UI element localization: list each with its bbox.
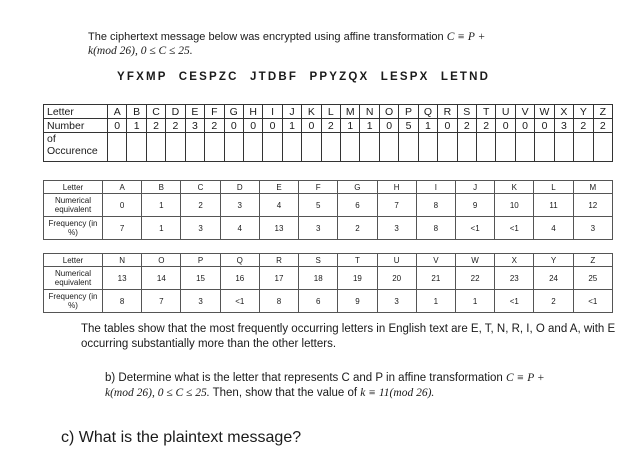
number-cell: 17 [259, 267, 298, 290]
letter-cell: W [455, 254, 494, 267]
blank-cell [418, 133, 437, 162]
number-cell: 0 [103, 194, 142, 217]
frequency-cell: 1 [416, 290, 455, 313]
blank-cell [515, 133, 534, 162]
number-cell: 9 [455, 194, 494, 217]
letter-cell: E [185, 105, 204, 119]
frequency-cell: 6 [299, 290, 338, 313]
question-b-text-2: Then, show that the value of [209, 387, 361, 399]
letter-cell: T [477, 105, 496, 119]
letter-cell: Q [220, 254, 259, 267]
letter-cell: I [416, 181, 455, 194]
blank-cell [477, 133, 496, 162]
blank-cell [146, 133, 165, 162]
frequency-cell: <1 [455, 217, 494, 240]
letter-cell: Y [534, 254, 573, 267]
intro-formula: C ≡ P + [446, 31, 486, 43]
count-cell: 1 [418, 119, 437, 133]
intro-text: The ciphertext message below was encrypted using affine transformation [88, 31, 447, 43]
frequency-cell: 8 [259, 290, 298, 313]
frequency-cell: 3 [299, 217, 338, 240]
letter-cell: S [299, 254, 338, 267]
count-cell: 2 [477, 119, 496, 133]
letter-cell: Z [573, 254, 612, 267]
count-cell: 1 [282, 119, 301, 133]
row-label: Letter [44, 105, 108, 119]
letter-cell: G [338, 181, 377, 194]
letter-cell: X [495, 254, 534, 267]
frequency-cell: 3 [181, 290, 220, 313]
letter-cell: A [108, 105, 127, 119]
letter-cell: L [534, 181, 573, 194]
letter-cell: X [554, 105, 573, 119]
count-cell: 0 [535, 119, 554, 133]
number-cell: 11 [534, 194, 573, 217]
row-label: Numerical equivalent [44, 267, 103, 290]
number-cell: 23 [495, 267, 534, 290]
count-cell: 1 [360, 119, 379, 133]
count-cell: 0 [379, 119, 398, 133]
letter-cell: Z [593, 105, 612, 119]
count-cell: 2 [574, 119, 593, 133]
blank-cell [185, 133, 204, 162]
count-occurence-row [44, 133, 613, 162]
count-cell: 0 [302, 119, 321, 133]
freq-number-row [44, 194, 613, 217]
number-cell: 21 [416, 267, 455, 290]
number-cell: 7 [377, 194, 416, 217]
frequency-cell: 3 [573, 217, 612, 240]
count-cell: 3 [185, 119, 204, 133]
count-cell: 0 [515, 119, 534, 133]
count-cell: 1 [341, 119, 360, 133]
blank-cell [166, 133, 185, 162]
number-cell: 8 [416, 194, 455, 217]
letter-cell: H [377, 181, 416, 194]
letter-cell: C [146, 105, 165, 119]
frequency-cell: 2 [338, 217, 377, 240]
number-cell: 18 [299, 267, 338, 290]
question-b-formula: C ≡ P + [506, 372, 545, 384]
letter-cell: J [282, 105, 301, 119]
freq-percent-row [44, 290, 613, 313]
letter-cell: P [399, 105, 418, 119]
frequency-cell: 7 [142, 290, 181, 313]
row-label: Numerical equivalent [44, 194, 103, 217]
question-c: c) What is the plaintext message? [61, 429, 302, 446]
letter-cell: L [321, 105, 340, 119]
row-label: Number [44, 119, 108, 133]
letter-cell: W [535, 105, 554, 119]
freq-letter-row [44, 254, 613, 267]
blank-cell [457, 133, 476, 162]
letter-cell: I [263, 105, 282, 119]
blank-cell [224, 133, 243, 162]
count-cell: 0 [263, 119, 282, 133]
count-cell: 1 [127, 119, 146, 133]
frequency-cell: 1 [142, 217, 181, 240]
frequency-cell: 9 [338, 290, 377, 313]
number-cell: 12 [573, 194, 612, 217]
blank-cell [243, 133, 262, 162]
count-cell: 0 [108, 119, 127, 133]
number-cell: 19 [338, 267, 377, 290]
number-cell: 13 [103, 267, 142, 290]
frequency-cell: 4 [534, 217, 573, 240]
frequency-cell: 8 [416, 217, 455, 240]
frequency-cell: 3 [181, 217, 220, 240]
letter-cell: U [496, 105, 515, 119]
letter-cell: V [515, 105, 534, 119]
number-cell: 22 [455, 267, 494, 290]
letter-cell: N [360, 105, 379, 119]
freq-letter-row [44, 181, 613, 194]
letter-cell: N [103, 254, 142, 267]
letter-cell: H [243, 105, 262, 119]
count-cell: 0 [438, 119, 457, 133]
count-cell: 0 [496, 119, 515, 133]
row-label: of Occurence [44, 133, 108, 162]
count-cell: 3 [554, 119, 573, 133]
letter-cell: S [457, 105, 476, 119]
count-letter-row [44, 105, 613, 119]
blank-cell [282, 133, 301, 162]
letter-cell: C [181, 181, 220, 194]
frequency-cell: <1 [495, 217, 534, 240]
blank-cell [399, 133, 418, 162]
count-cell: 2 [457, 119, 476, 133]
letter-cell: Y [574, 105, 593, 119]
frequency-cell: 8 [103, 290, 142, 313]
freq-percent-row [44, 217, 613, 240]
frequency-cell: 2 [534, 290, 573, 313]
letter-cell: J [455, 181, 494, 194]
summary-paragraph: The tables show that the most frequently occurring letters in English text are E, T, N, R, I, O and A, with E occurring substantially more than the other letters. [81, 323, 616, 350]
blank-cell [127, 133, 146, 162]
intro-formula-cont: k(mod 26), 0 ≤ C ≤ 25. [88, 45, 193, 57]
blank-cell [574, 133, 593, 162]
letter-cell: R [438, 105, 457, 119]
frequency-cell: <1 [495, 290, 534, 313]
letter-cell: U [377, 254, 416, 267]
number-cell: 6 [338, 194, 377, 217]
letter-cell: B [127, 105, 146, 119]
row-label: Letter [44, 181, 103, 194]
blank-cell [263, 133, 282, 162]
number-cell: 25 [573, 267, 612, 290]
letter-cell: F [205, 105, 224, 119]
blank-cell [321, 133, 340, 162]
letter-cell: M [341, 105, 360, 119]
letter-cell: T [338, 254, 377, 267]
letter-cell: R [259, 254, 298, 267]
count-number-row [44, 119, 613, 133]
blank-cell [593, 133, 612, 162]
count-cell: 5 [399, 119, 418, 133]
letter-cell: K [302, 105, 321, 119]
row-label: Letter [44, 254, 103, 267]
frequency-cell: 3 [377, 217, 416, 240]
row-label: Frequency (in %) [44, 217, 103, 240]
blank-cell [108, 133, 127, 162]
letter-cell: E [259, 181, 298, 194]
number-cell: 2 [181, 194, 220, 217]
letter-cell: M [573, 181, 612, 194]
frequency-cell: <1 [573, 290, 612, 313]
letter-cell: D [166, 105, 185, 119]
count-cell: 2 [205, 119, 224, 133]
frequency-cell: 13 [259, 217, 298, 240]
letter-cell: B [142, 181, 181, 194]
intro-paragraph [88, 30, 608, 58]
number-cell: 16 [220, 267, 259, 290]
question-b-text: b) Determine what is the letter that represents C and P in affine transformation [105, 372, 507, 384]
number-cell: 15 [181, 267, 220, 290]
number-cell: 20 [377, 267, 416, 290]
number-cell: 24 [534, 267, 573, 290]
letter-cell: P [181, 254, 220, 267]
number-cell: 4 [259, 194, 298, 217]
blank-cell [341, 133, 360, 162]
count-cell: 0 [224, 119, 243, 133]
letter-count-table [43, 104, 613, 162]
row-label: Frequency (in %) [44, 290, 103, 313]
letter-cell: Q [418, 105, 437, 119]
blank-cell [535, 133, 554, 162]
number-cell: 5 [299, 194, 338, 217]
letter-cell: V [416, 254, 455, 267]
frequency-table-a-m [43, 180, 613, 240]
blank-cell [360, 133, 379, 162]
frequency-cell: 7 [103, 217, 142, 240]
count-cell: 2 [593, 119, 612, 133]
letter-cell: O [142, 254, 181, 267]
blank-cell [438, 133, 457, 162]
ciphertext: YFXMP CESPZC JTDBF PPYZQX LESPX LETND [117, 71, 491, 83]
count-cell: 2 [146, 119, 165, 133]
question-b-formula-cont: k(mod 26), 0 ≤ C ≤ 25. [105, 387, 210, 399]
blank-cell [496, 133, 515, 162]
frequency-cell: <1 [220, 290, 259, 313]
frequency-cell: 4 [220, 217, 259, 240]
question-b [105, 371, 615, 401]
count-cell: 2 [321, 119, 340, 133]
letter-cell: G [224, 105, 243, 119]
frequency-cell: 3 [377, 290, 416, 313]
number-cell: 1 [142, 194, 181, 217]
letter-cell: D [220, 181, 259, 194]
blank-cell [302, 133, 321, 162]
question-b-k-value: k ≡ 11(mod 26). [360, 387, 435, 399]
number-cell: 14 [142, 267, 181, 290]
frequency-cell: 1 [455, 290, 494, 313]
frequency-table-n-z [43, 253, 613, 313]
letter-cell: O [379, 105, 398, 119]
letter-cell: K [495, 181, 534, 194]
count-cell: 0 [243, 119, 262, 133]
freq-number-row [44, 267, 613, 290]
letter-cell: A [103, 181, 142, 194]
blank-cell [205, 133, 224, 162]
letter-cell: F [299, 181, 338, 194]
blank-cell [554, 133, 573, 162]
blank-cell [379, 133, 398, 162]
number-cell: 10 [495, 194, 534, 217]
number-cell: 3 [220, 194, 259, 217]
count-cell: 2 [166, 119, 185, 133]
